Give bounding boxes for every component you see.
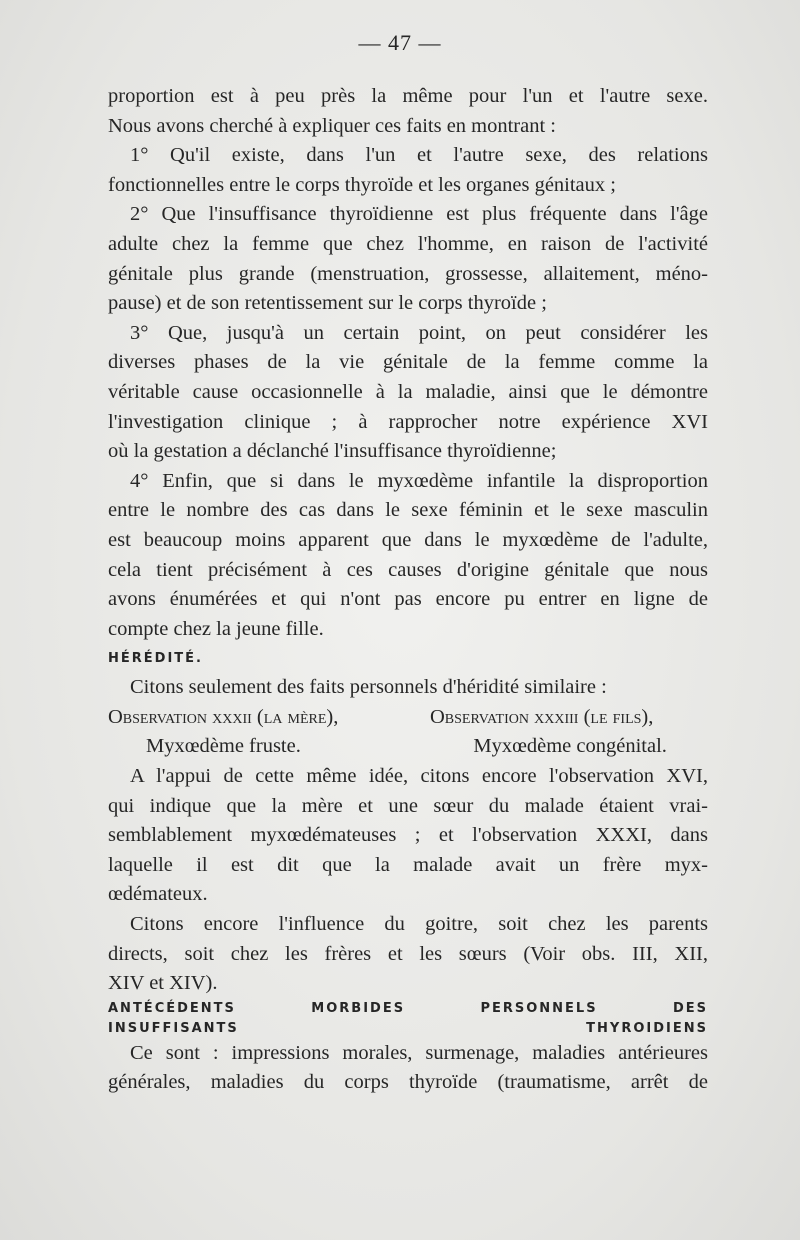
body-text (108, 82, 708, 1098)
text-line: Ce sont : impressions morales, surmenage, maladies antérieures (130, 1041, 708, 1064)
text-line: 2° Que l'insuffisance thyroïdienne est plus fréquente dans l'âge (130, 203, 708, 226)
text-line: fonctionnelles entre le corps thyroïde et les organes génitaux ; (108, 173, 616, 196)
text-line: semblablement myxœdémateuses ; et l'observation XXXI, dans (108, 824, 708, 847)
text-line: laquelle il est dit que la malade avait un frère myx- (108, 853, 708, 876)
text-line: proportion est à peu près la même pour l'un et l'autre sexe. (108, 85, 708, 107)
text-line: 4° Enfin, que si dans le myxœdème infantile la disproportion (130, 469, 708, 492)
heading-line: INSUFFISANTS THYROIDIENS (108, 1020, 708, 1036)
text-line: qui indique que la mère et une sœur du malade étaient vrai- (108, 794, 708, 817)
text-line: où la gestation a déclanché l'insuffisance thyroïdienne; (108, 440, 557, 463)
page-number: — 47 — (358, 30, 442, 55)
text-line: XIV et XIV). (108, 972, 218, 995)
text-line: compte chez la jeune fille. (108, 617, 324, 640)
observation-right-title: Observation xxxiii (le fils), (430, 705, 654, 728)
text-line: cela tient précisément à ces causes d'origine génitale que nous (108, 558, 708, 581)
heading-line: ANTÉCÉDENTS MORBIDES PERSONNELS DES (108, 1000, 708, 1016)
text-line: Nous avons cherché à expliquer ces faits en montrant : (108, 114, 556, 137)
text-line: adulte chez la femme que chez l'homme, en raison de l'activité (108, 232, 708, 255)
text-line: véritable cause occasionnelle à la maladie, ainsi que le démontre (108, 380, 708, 403)
text-line: est beaucoup moins apparent que dans le myxœdème de l'adulte, (108, 528, 708, 551)
section-heading-antecedents (108, 999, 708, 1039)
text-line: Citons seulement des faits personnels d'héridité similaire : (130, 676, 607, 699)
text-line: 1° Qu'il existe, dans l'un et l'autre sexe, des relations (130, 144, 708, 167)
text-line: œdémateux. (108, 883, 208, 906)
observation-right-sub: Myxœdème congénital. (473, 735, 667, 758)
text-line: l'investigation clinique ; à rapprocher notre expérience XVI (108, 410, 708, 433)
observations-subrow (108, 732, 708, 762)
text-line: entre le nombre des cas dans le sexe féminin et le sexe masculin (108, 499, 708, 522)
section-heading-heredite: HÉRÉDITÉ. (108, 651, 203, 667)
text-line: génitale plus grande (menstruation, grossesse, allaitement, méno- (108, 262, 708, 285)
observation-left-title: Observation xxxii (la mère), (108, 705, 339, 728)
text-line: Citons encore l'influence du goitre, soit chez les parents (130, 913, 708, 936)
text-line: avons énumérées et qui n'ont pas encore pu entrer en ligne de (108, 588, 708, 611)
text-line: pause) et de son retentissement sur le corps thyroïde ; (108, 292, 547, 315)
observation-left-sub: Myxœdème fruste. (146, 735, 301, 758)
text-line: A l'appui de cette même idée, citons encore l'observation XVI, (130, 765, 708, 788)
text-line: diverses phases de la vie génitale de la femme comme la (108, 351, 708, 374)
text-line: 3° Que, jusqu'à un certain point, on peut considérer les (130, 321, 708, 344)
text-line: générales, maladies du corps thyroïde (traumatisme, arrêt de (108, 1071, 708, 1094)
text-line: directs, soit chez les frères et les sœurs (Voir obs. III, XII, (108, 942, 708, 965)
observations-row (108, 703, 708, 733)
